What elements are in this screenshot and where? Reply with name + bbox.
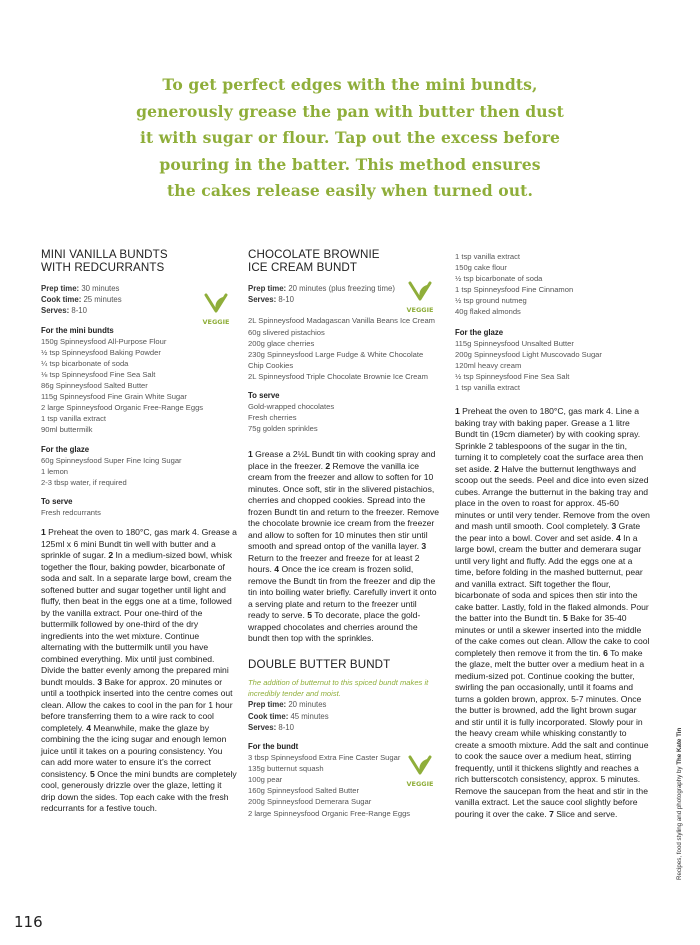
tip-line: it with sugar or flour. Tap out the excess before — [139, 128, 561, 147]
ingredient-list: 3 tbsp Spinneysfood Extra Fine Caster Sugar 135g butternut squash 100g pear 160g Spinneysfood Salted Butter 200g Spinneysfood Demerara Sugar 2 large Spinneysfood Organic Free-Range Eggs — [248, 753, 411, 818]
section-heading: For the glaze — [41, 444, 90, 454]
tip-quote — [80, 72, 620, 205]
section-heading: For the mini bundts — [41, 325, 114, 335]
tip-line: To get perfect edges with the mini bundts, — [162, 75, 538, 94]
method-text: 1 Preheat the oven to 180°C, gas mark 4. Grease a 125ml x 6 mini Bundt tin well with butter and a sprinkle of sugar. 2 In a medium-sized bowl, whisk together the flour, baking powder, bicarbonate of soda and salt. In a separate large bowl, cream the softened butter and sugar together until light and fluffy, then beat in the eggs one at a time, followed by the vanilla extract. Pour one-third of the buttermilk followed by one-third of the dry ingredients into the wet mixture. Continue alternating with the buttermilk until you have combined everything. Mix until just combined. Divide the batter evenly among the prepared mini bundt moulds. 3 Bake for approx. 20 minutes or until a toothpick inserted into the centre comes out clean. Allow the cakes to cool in the pan for 1 hour before transferring them to a wire rack to cool completely. 4 Meanwhile, make the glaze by combining the the icing sugar and enough lemon juice until it takes on a pouring consistency. You can add more water to ensure it’s the correct consistency. 5 Once the mini bundts are completely cool, generously drizzle over the glaze, letting it drip down the sides. Top each cake with the fresh redcurrants for a festive touch. — [41, 527, 237, 814]
recipe-mini-vanilla-bundts — [41, 249, 237, 815]
svg-text:VEGGIE: VEGGIE — [406, 780, 434, 788]
serve-list: Gold-wrapped chocolates Fresh cherries 75g golden sprinkles — [248, 402, 335, 434]
recipe-meta: Prep time: 20 minutes (plus freezing time) Serves: 8-10 — [248, 284, 395, 305]
tip-line: generously grease the pan with butter then dust — [136, 101, 564, 121]
recipe-title: MINI VANILLA BUNDTS WITH REDCURRANTS — [41, 248, 168, 274]
tip-line: the cakes release easily when turned out. — [166, 181, 534, 200]
recipe-double-butter-bundt-cont — [455, 251, 650, 820]
recipe-title: DOUBLE BUTTER BUNDT — [248, 657, 391, 671]
glaze-list: 115g Spinneysfood Unsalted Butter 200g Spinneysfood Light Muscovado Sugar 120ml heavy cream ½ tsp Spinneysfood Fine Sea Salt 1 tsp vanilla extract — [455, 338, 602, 393]
ingredient-list: 1 tsp vanilla extract 150g cake flour ½ tsp bicarbonate of soda 1 tsp Spinneysfood Fine Cinnamon ½ tsp ground nutmeg 40g flaked almonds — [455, 252, 574, 317]
ingredient-list: 150g Spinneysfood All-Purpose Flour ½ tsp Spinneysfood Baking Powder ¼ tsp bicarbonate of soda ⅛ tsp Spinneysfood Fine Sea Salt 86g Spinneysfood Salted Butter 115g Spinneysfood Fine Grain White Sugar 2 large Spinneysfood Organic Free-Range Eggs 1 tsp vanilla extract 90ml buttermilk — [41, 336, 204, 435]
page-number: 116 — [14, 913, 43, 931]
recipe-title: CHOCOLATE BROWNIE ICE CREAM BUNDT — [248, 248, 380, 274]
veggie-badge-icon — [405, 281, 435, 317]
recipe-intro: The addition of butternut to this spiced bundt makes it incredibly tender and moist. — [248, 678, 429, 699]
recipe-meta: Prep time: 30 minutes Cook time: 25 minutes Serves: 8-10 — [41, 284, 122, 316]
photo-credit: Recipes, food styling and photography by The Kate Tin — [676, 727, 683, 880]
section-heading: For the bundt — [248, 741, 299, 751]
svg-text:VEGGIE: VEGGIE — [406, 306, 434, 314]
ingredient-list: 2L Spinneysfood Madagascan Vanilla Beans Ice Cream 60g slivered pistachios 200g glace cherries 230g Spinneysfood Large Fudge & White Chocolate Chip Cookies 2L Spinneysfood Triple Chocolate Brownie Ice Cream — [248, 316, 436, 381]
glaze-list: 60g Spinneysfood Super Fine Icing Sugar 1 lemon 2-3 tbsp water, if required — [41, 455, 182, 487]
method-text: 1 Preheat the oven to 180°C, gas mark 4. Line a baking tray with baking paper. Grease a 1 litre Bundt tin (19cm diameter) by with cooking spray. Sprinkle 2 tablespoons of the sugar in the tin, turning it to completely coat the surface area then set aside. 2 Halve the butternut lengthways and scoop out the seeds. Peel and dice into even sized cubes. Arrange the butternut in the baking tray and place in the oven to roast for approx. 45-60 minutes or until very tender. Remove from the oven and mash until smooth. Cool completely. 3 Grate the pear into a bowl. Cover and set aside. 4 In a large bowl, cream the butter and demerara sugar until very light and fluffy. Add the eggs one at a time, before folding in the mashed butternut, pear and vanilla extract. Sift together the flour, bicarbonate of soda and spices then stir into the cake batter. Lastly, fold in the flaked almonds. Pour the batter into the Bundt tin. 5 Bake for 35-40 minutes or until a skewer inserted into the middle of the cake comes out clean. Allow the cake to cool completely then remove it from the tin. 6 To make the glaze, melt the butter over a medium heat in a medium-sized pot. Continue cooking the butter, swirling the pan occasionally, until it foams and turns a golden brown, approx. 5-7 minutes. Once the butter is browned, add the light brown sugar and stir until it is fully incorporated. Slowly pour in the heavy cream while whisking constantly to create a smooth mixture. Add the salt and continue to cook the sauce over a medium heat, stirring frequently, until it thickens slightly and reaches a rich butterscotch consistency, approx. 5 minutes. Remove the saucepan from the heat and stir in the vanilla extract. Let the sauce cool slightly before pouring it over the cake. 7 Slice and serve. — [455, 406, 650, 819]
veggie-badge-icon — [405, 755, 435, 791]
recipe-chocolate-brownie-bundt — [248, 249, 440, 819]
section-heading: To serve — [41, 496, 73, 506]
veggie-badge-icon — [201, 293, 231, 329]
recipe-meta: Prep time: 20 minutes Cook time: 45 minutes Serves: 8-10 — [248, 700, 329, 732]
serve-list: Fresh redcurrants — [41, 508, 101, 518]
section-heading: For the glaze — [455, 327, 504, 337]
section-heading: To serve — [248, 390, 280, 400]
tip-line: pouring in the batter. This method ensures — [159, 154, 541, 174]
method-text: 1 Grease a 2½L Bundt tin with cooking spray and place in the freezer. 2 Remove the vanilla ice cream from the freezer and allow to soften for 10 minutes. Once soft, stir in the slivered pistachios, cherries and chopped cookies. Spread into the frozen Bundt tin and return to the freezer. Remove the chocolate brownie ice cream from the freezer and allow to soften for 10 minutes then stir until smooth and spread ontop of the vanilla layer. 3 Return to the freezer and freeze for at least 2 hours. 4 Once the ice cream is frozen solid, remove the Bundt tin from the freezer and dip the tin into boiling water briefly. Carefully invert it onto a serving plate and return to the freezer until ready to serve. 5 To decorate, place the gold-wrapped chocolates and cherries around the bundt then top with the sprinkles. — [248, 449, 440, 644]
svg-text:VEGGIE: VEGGIE — [202, 318, 230, 326]
